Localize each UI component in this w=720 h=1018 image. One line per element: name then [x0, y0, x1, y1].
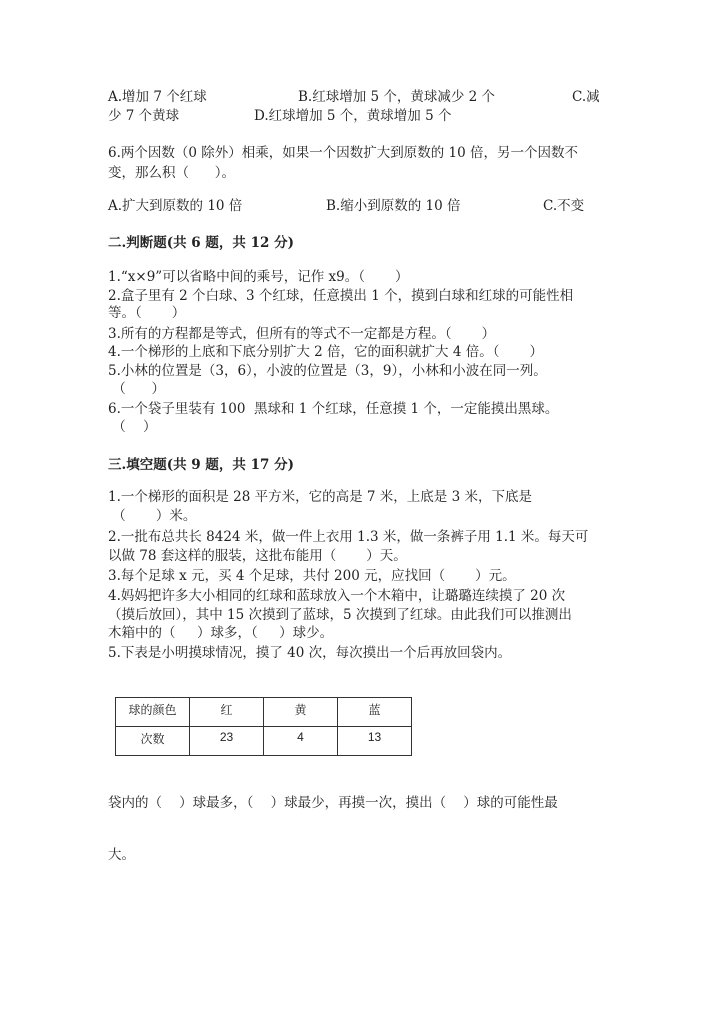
fill-line: 木箱中的（ ）球多，（ ）球少。	[108, 625, 334, 641]
q6-option-c: C.不变	[543, 198, 585, 214]
table-row	[116, 727, 412, 756]
section-3-heading: 三.填空题(共 9 题，共 17 分)	[108, 457, 294, 473]
fill-line: 3.每个足球 x 元，买 4 个足球，共付 200 元，应找回（ ）元。	[108, 568, 516, 584]
table-cell: 蓝	[338, 698, 412, 727]
judge-line: 等。（ ）	[108, 305, 186, 321]
fill-line: 大。	[108, 847, 135, 863]
option-a: A.增加 7 个红球	[108, 89, 207, 105]
table-cell: 4	[264, 727, 338, 756]
table-cell: 黄	[264, 698, 338, 727]
table-header-row	[116, 698, 412, 727]
option-c: C.减	[572, 89, 600, 105]
question-6: 6.两个因数（0 除外）相乘，如果一个因数扩大到原数的 10 倍，另一个因数不	[108, 145, 579, 161]
table-cell: 23	[190, 727, 264, 756]
fill-line: 以做 78 套这样的服装，这批布能用（ ）天。	[108, 548, 407, 564]
ball-count-table	[115, 697, 412, 756]
fill-line: 1.一个梯形的面积是 28 平方米，它的高是 7 米，上底是 3 米，下底是	[108, 489, 532, 505]
section-2-heading: 二.判断题(共 6 题，共 12 分)	[108, 235, 294, 251]
table-cell: 次数	[116, 727, 190, 756]
question-6-cont: 变，那么积（ ）。	[108, 165, 235, 181]
q6-option-a: A.扩大到原数的 10 倍	[108, 198, 243, 214]
q6-option-b: B.缩小到原数的 10 倍	[326, 198, 461, 214]
fill-line: 2.一批布总共长 8424 米，做一件上衣用 1.3 米，做一条裤子用 1.1 米。每天可	[108, 529, 589, 545]
judge-line: 6.一个袋子里装有 100 黑球和 1 个红球，任意摸 1 个，一定能摸出黑球。	[108, 401, 559, 417]
option-b: B.红球增加 5 个，黄球减少 2 个	[298, 89, 496, 105]
judge-line: （ ）	[108, 381, 166, 397]
fill-line: （ ）米。	[108, 508, 197, 524]
judge-line: 1.“x×9”可以省略中间的乘号，记作 x9。（ ）	[108, 269, 409, 285]
fill-line: 5.下表是小明摸球情况，摸了 40 次，每次摸出一个后再放回袋内。	[108, 645, 512, 661]
judge-line: （ ）	[108, 419, 157, 435]
judge-line: 5.小林的位置是（3，6），小波的位置是（3，9），小林和小波在同一列。	[108, 363, 547, 379]
judge-line: 4.一个梯形的上底和下底分别扩大 2 倍，它的面积就扩大 4 倍。（ ）	[108, 344, 544, 360]
fill-line: 袋内的（ ）球最多，（ ）球最少，再摸一次，摸出（ ）球的可能性最	[108, 795, 558, 811]
table-cell: 红	[190, 698, 264, 727]
judge-line: 3.所有的方程都是等式，但所有的等式不一定都是方程。（ ）	[108, 326, 496, 342]
fill-line: （摸后放回），其中 15 次摸到了蓝球，5 次摸到了红球。由此我们可以推测出	[108, 607, 572, 623]
option-c-cont: 少 7 个黄球	[108, 108, 180, 124]
table-cell: 13	[338, 727, 412, 756]
judge-line: 2.盒子里有 2 个白球、3 个红球，任意摸出 1 个，摸到白球和红球的可能性相	[108, 288, 574, 304]
table-cell: 球的颜色	[116, 698, 190, 727]
fill-line: 4.妈妈把许多大小相同的红球和蓝球放入一个木箱中，让璐璐连续摸了 20 次	[108, 588, 566, 604]
option-d: D.红球增加 5 个，黄球增加 5 个	[254, 108, 452, 124]
